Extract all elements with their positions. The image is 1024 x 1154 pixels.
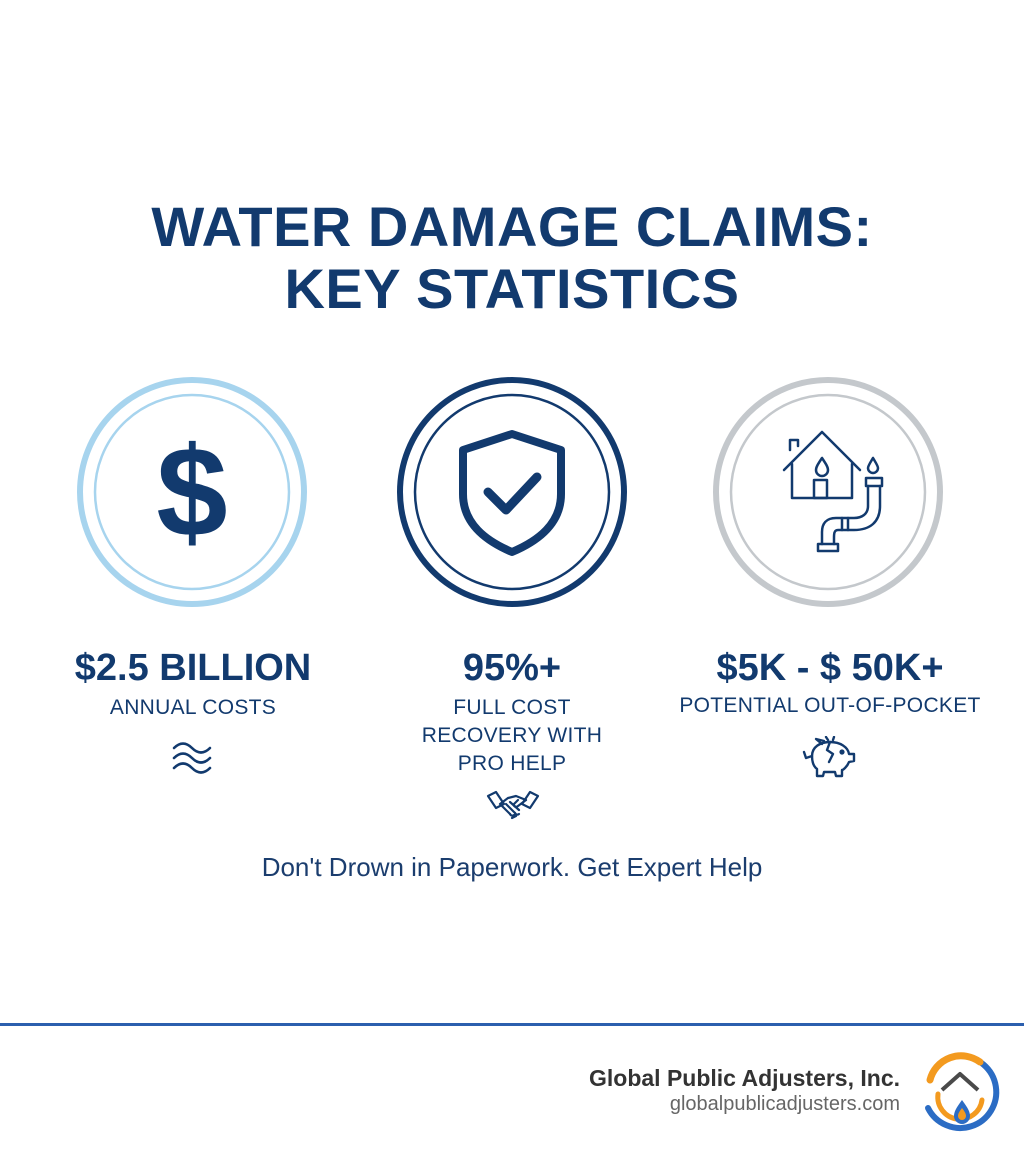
title-line-2: KEY STATISTICS	[284, 257, 740, 320]
company-name: Global Public Adjusters, Inc.	[589, 1065, 900, 1091]
page-title	[0, 196, 1024, 320]
stat-2-badge	[396, 376, 628, 608]
waves-icon	[170, 740, 214, 776]
footer-text	[589, 1064, 900, 1116]
stat-1-value: $2.5 BILLION	[74, 647, 312, 689]
title-line-1: WATER DAMAGE CLAIMS:	[151, 195, 873, 258]
stat-2-label-line-1: FULL COST	[453, 696, 571, 719]
shield-check-icon	[396, 376, 628, 608]
dollar-sign-icon	[76, 376, 308, 608]
stat-1-badge	[76, 376, 308, 608]
website-link[interactable]: globalpublicadjusters.com	[669, 1093, 900, 1115]
footer-divider	[0, 1023, 1024, 1026]
stat-2-label-line-3: PRO HELP	[457, 752, 567, 775]
stat-3	[672, 646, 988, 720]
house-leak-pipe-icon	[712, 376, 944, 608]
stat-3-label: POTENTIAL OUT-OF-POCKET	[679, 694, 981, 717]
svg-text:$: $	[156, 421, 228, 564]
stat-2-label-line-2: RECOVERY WITH	[421, 724, 603, 747]
stat-2-value: 95%+	[462, 647, 562, 689]
stat-2	[372, 646, 652, 778]
stat-3-value: $5K - $ 50K+	[716, 647, 944, 689]
tagline: Don't Drown in Paperwork. Get Expert Help	[261, 852, 763, 882]
stat-1-label: ANNUAL COSTS	[109, 696, 277, 719]
broken-piggy-bank-icon	[800, 736, 860, 780]
handshake-icon	[486, 786, 540, 822]
stat-3-badge	[712, 376, 944, 608]
stat-1	[50, 646, 336, 722]
global-public-adjusters-logo	[918, 1050, 1002, 1134]
